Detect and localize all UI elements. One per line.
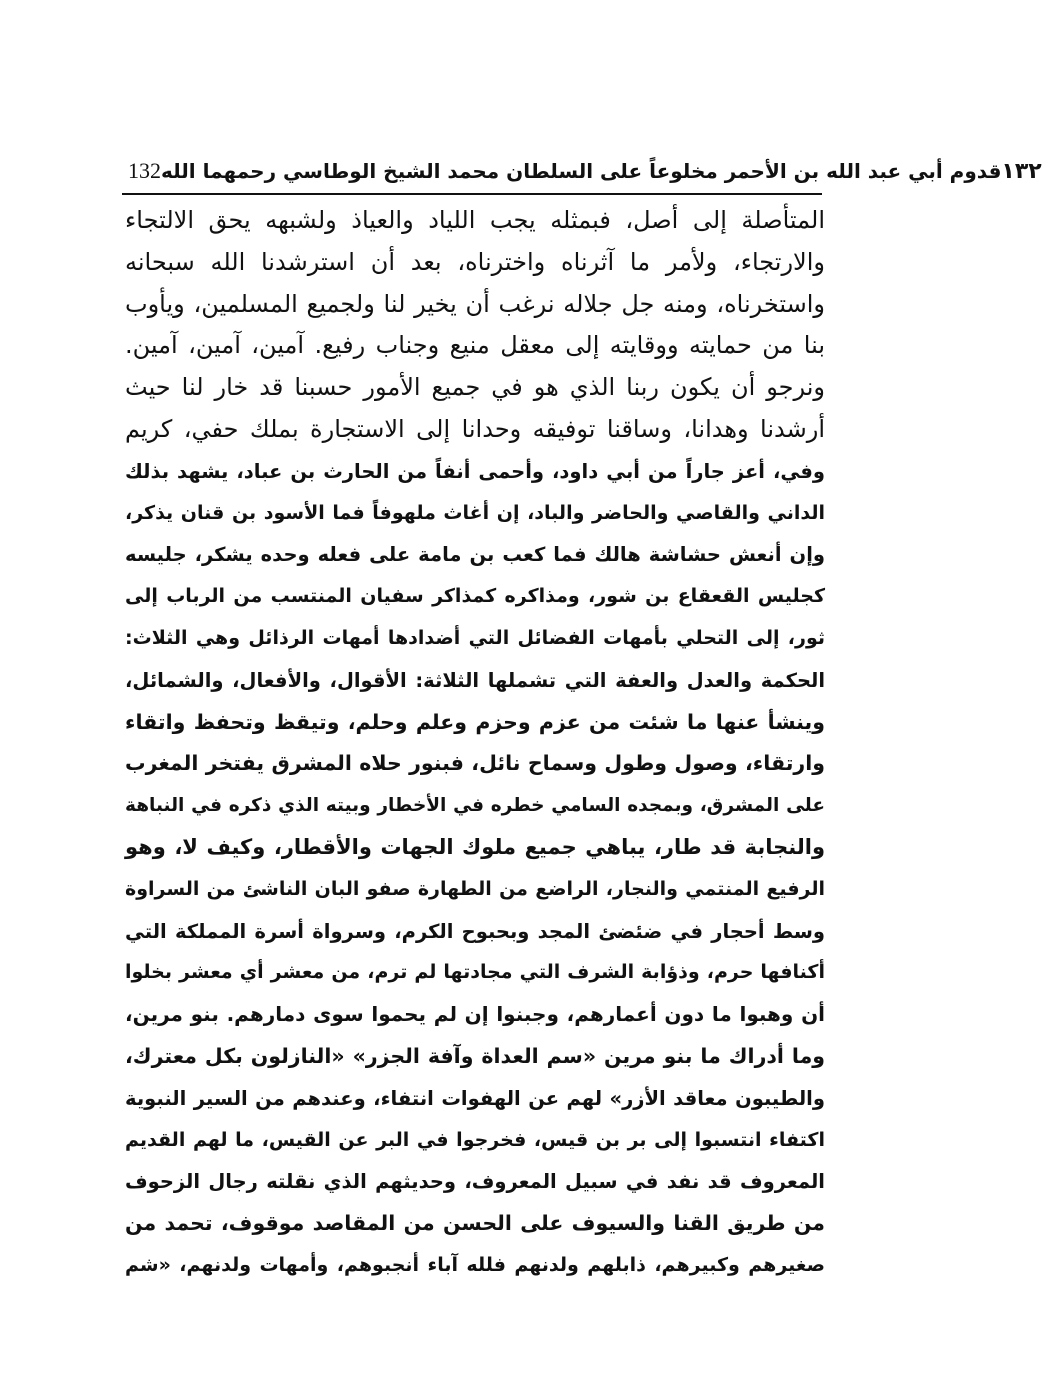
text-line: وفي، أعز جاراً من أبي داود، وأحمى أنفاً من الحارث بن عباد، يشهد بذلك	[125, 459, 825, 483]
running-header	[128, 150, 1042, 192]
text-line: والارتجاء، ولأمر ما آثرناه واخترناه، بعد أن استرشدنا الله سبحانه	[125, 247, 825, 276]
text-line: أرشدنا وهدانا، وساقنا توفيقه وحدانا إلى الاستجارة بملك حفي، كريم	[125, 414, 825, 443]
text-line: الرفيع المنتمي والنجار، الراضع من الطهارة صفو البان الناشئ من السراوة	[125, 877, 825, 900]
text-line: والنجابة قد طار، يباهي جميع ملوك الجهات والأقطار، وكيف لا، وهو	[125, 834, 825, 859]
page-number-latin: 132	[128, 158, 161, 183]
text-line: وما أدراك ما بنو مرين «سم العداة وآفة الجزر» «النازلون بكل معترك،	[125, 1043, 825, 1068]
text-line: اكتفاء انتسبوا إلى بر بن قيس، فخرجوا في البر عن القيس، ما لهم القديم	[125, 1128, 825, 1151]
text-line: كجليس القعقاع بن شور، ومذاكره كمذاكر سفيان المنتسب من الرباب إلى	[125, 585, 825, 608]
text-line: الحكمة والعدل والعفة التي تشملها الثلاثة: الأقوال، والأفعال، والشمائل،	[125, 668, 825, 692]
text-line: على المشرق، وبمجده السامي خطره في الأخطار وبيته الذي ذكره في النباهة	[125, 795, 825, 817]
text-line: صغيرهم وكبيرهم، ذابلهم ولدنهم فلله آباء أنجبوهم، وأمهات ولدنهم، «شم	[125, 1253, 825, 1276]
text-line: من طريق القنا والسيوف على الحسن من المقاصد موقوف، تحمد من	[125, 1211, 825, 1236]
text-line: والطيبون معاقد الأزر» لهم عن الهفوات انتفاء، وعندهم من السير النبوية	[125, 1086, 825, 1110]
text-line: وينشأ عنها ما شئت من عزم وحزم وعلم وحلم، وتيقظ وتحفظ واتقاء	[125, 709, 825, 734]
text-line: بنا من حمايته ووقايته إلى معقل منيع وجناب رفيع. آمين، آمين، آمين.	[125, 331, 825, 360]
text-line: الداني والقاصي والحاضر والباد، إن أغاث ملهوفاً فما الأسود بن قنان يذكر،	[125, 501, 825, 524]
text-line: وارتقاء، وصول وطول وسماح نائل، فبنور حلاه المشرق يفتخر المغرب	[125, 751, 825, 776]
text-line: المتأصلة إلى أصل، فبمثله يجب اللياد والعياذ ولشبهه يحق الالتجاء	[125, 206, 825, 234]
body-text	[125, 200, 825, 1287]
text-line: المعروف قد نفد في سبيل المعروف، وحديثهم الذي نقلته رجال الزحوف	[125, 1170, 825, 1194]
text-line: وسط أحجار في ضئضئ المجد وبحبوح الكرم، وسرواة أسرة المملكة التي	[125, 919, 825, 943]
text-line: واستخرناه، ومنه جل جلاله نرغب أن يخير لنا ولجميع المسلمين، ويأوب	[125, 289, 825, 318]
text-line: أن وهبوا ما دون أعمارهم، وجبنوا إن لم يحموا سوى دمارهم. بنو مرين،	[125, 1002, 825, 1027]
header-divider	[122, 193, 822, 195]
text-line: وإن أنعش حشاشة هالك فما كعب بن مامة على فعله وحده يشكر، جليسه	[125, 543, 825, 567]
text-line: ثور، إلى التحلي بأمهات الفضائل التي أضدادها أمهات الرذائل وهي الثلاث:	[125, 626, 825, 649]
text-line: ونرجو أن يكون ربنا الذي هو في جميع الأمور حسبنا قد خار لنا حيث	[125, 373, 825, 402]
page-number-arabic: ١٣٢	[1001, 158, 1042, 184]
running-header-title: قدوم أبي عبد الله بن الأحمر مخلوعاً على السلطان محمد الشيخ الوطاسي رحمهما الله	[161, 159, 1002, 183]
text-line: أكنافها حرم، وذؤابة الشرف التي مجادتها لم ترم، من معشر أي معشر بخلوا	[125, 961, 825, 984]
